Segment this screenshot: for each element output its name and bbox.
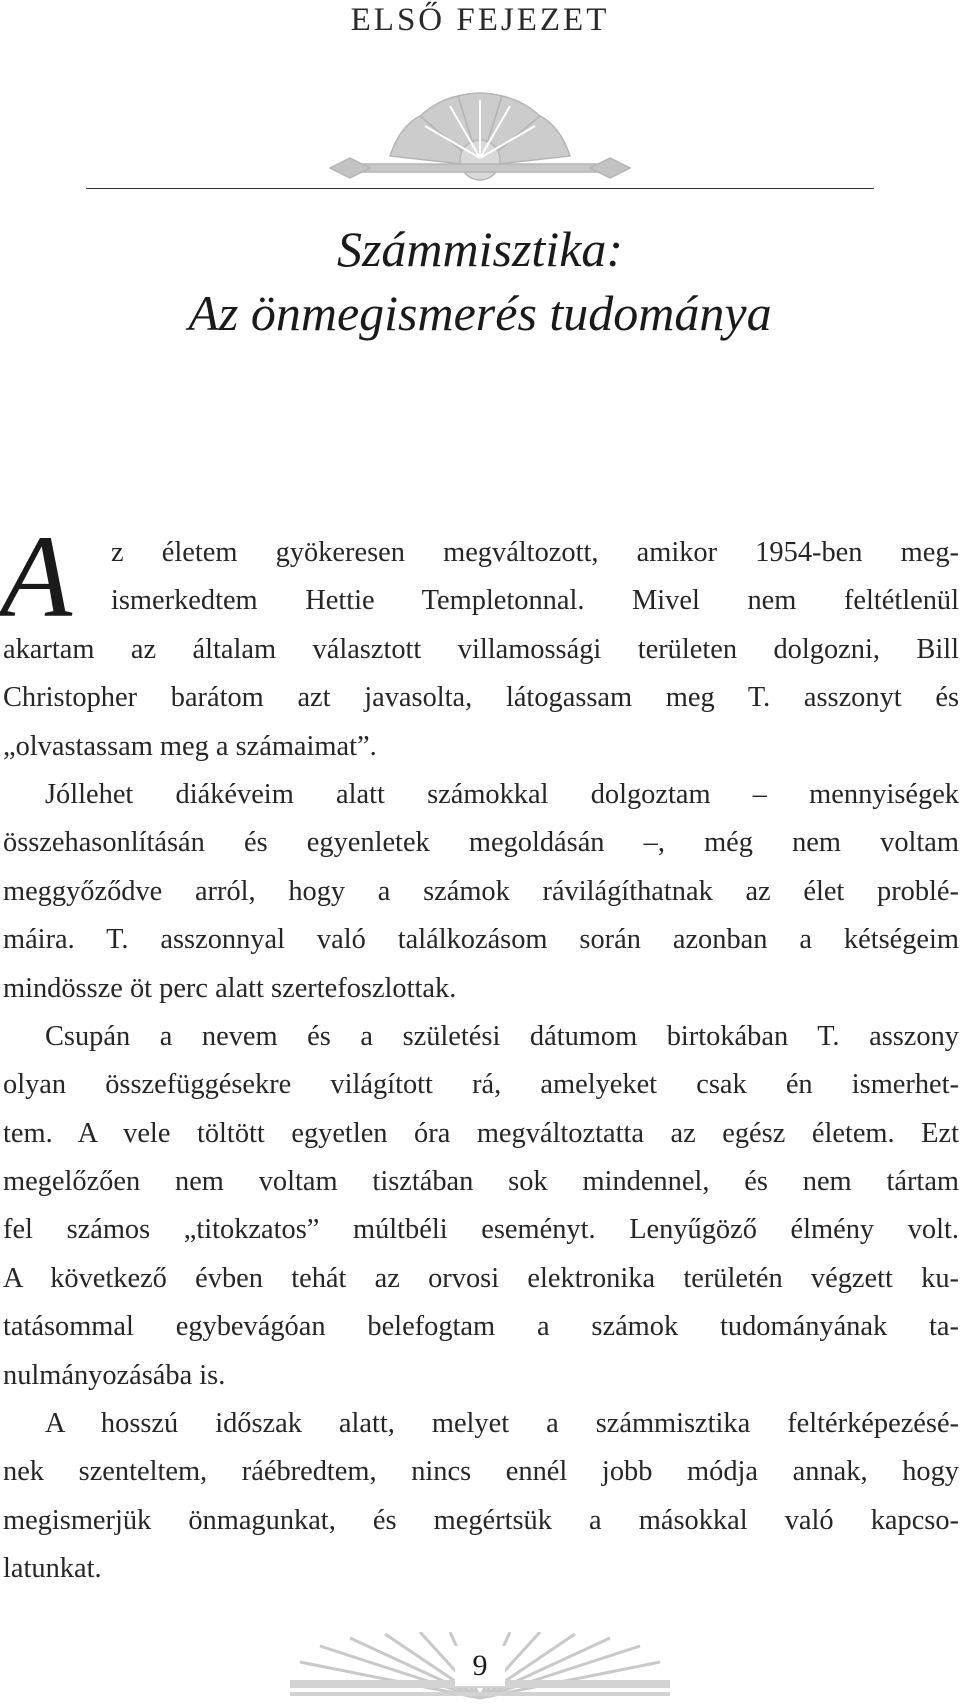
title-line-2: Az önmegismerés tudománya [188, 285, 772, 341]
body-line: nulmányozásába is. [3, 1359, 226, 1391]
body-line: mindössze öt perc alatt szertefoszlottak. [3, 972, 457, 1004]
body-text [3, 529, 959, 1594]
title-line-1: Számmisztika: [336, 221, 624, 277]
body-line: meggyőződve arról, hogy a számok rávilágíthatnak az élet problé- [3, 875, 959, 907]
body-line: összehasonlításán és egyenletek megoldásán –, még nem voltam [3, 827, 959, 859]
body-line: A következő évben tehát az orvosi elektronika területén végzett ku- [3, 1262, 959, 1294]
body-line: máira. T. asszonnyal való találkozásom során azonban a kétségeim [3, 924, 959, 956]
body-line: megismerjük önmagunkat, és megértsük a másokkal való kapcso- [3, 1504, 959, 1536]
body-line: A hosszú időszak alatt, melyet a számmisztika feltérképezésé- [45, 1408, 959, 1440]
body-line: Christopher barátom azt javasolta, látogassam meg T. asszonyt és [3, 682, 959, 714]
page-number: 9 [455, 1646, 505, 1686]
body-line: ismerkedtem Hettie Templetonnal. Mivel nem feltétlenül [111, 585, 959, 617]
header-rule [86, 188, 874, 189]
body-line: Csupán a nevem és a születési dátumom birtokában T. asszony [45, 1020, 959, 1052]
body-line: tem. A vele töltött egyetlen óra megváltoztatta az egész életem. Ezt [3, 1117, 959, 1149]
body-line: olyan összefüggésekre világított rá, amelyeket csak én ismerhet- [3, 1069, 959, 1101]
body-line: latunkat. [3, 1553, 102, 1585]
drop-cap: A [0, 511, 73, 642]
body-line: „olvastassam meg a számaimat”. [3, 730, 377, 762]
body-line: akartam az általam választott villamossági területen dolgozni, Bill [3, 633, 959, 665]
body-line: nek szenteltem, ráébredtem, nincs ennél jobb módja annak, hogy [3, 1456, 959, 1488]
chapter-label: ELSŐ FEJEZET [350, 2, 610, 38]
chapter-title [0, 217, 960, 345]
fan-ornament-icon [320, 86, 640, 186]
body-line: Jóllehet diákéveim alatt számokkal dolgoztam – mennyiségek [45, 778, 959, 810]
body-line: megelőzően nem voltam tisztában sok mindennel, és nem tártam [3, 1166, 959, 1198]
body-line: fel számos „titokzatos” múltbéli eseményt. Lenyűgöző élmény volt. [3, 1214, 959, 1246]
body-line: tatásommal egybevágóan belefogtam a számok tudományának ta- [3, 1311, 959, 1343]
body-line: z életem gyökeresen megváltozott, amikor 1954-ben meg- [111, 537, 959, 568]
